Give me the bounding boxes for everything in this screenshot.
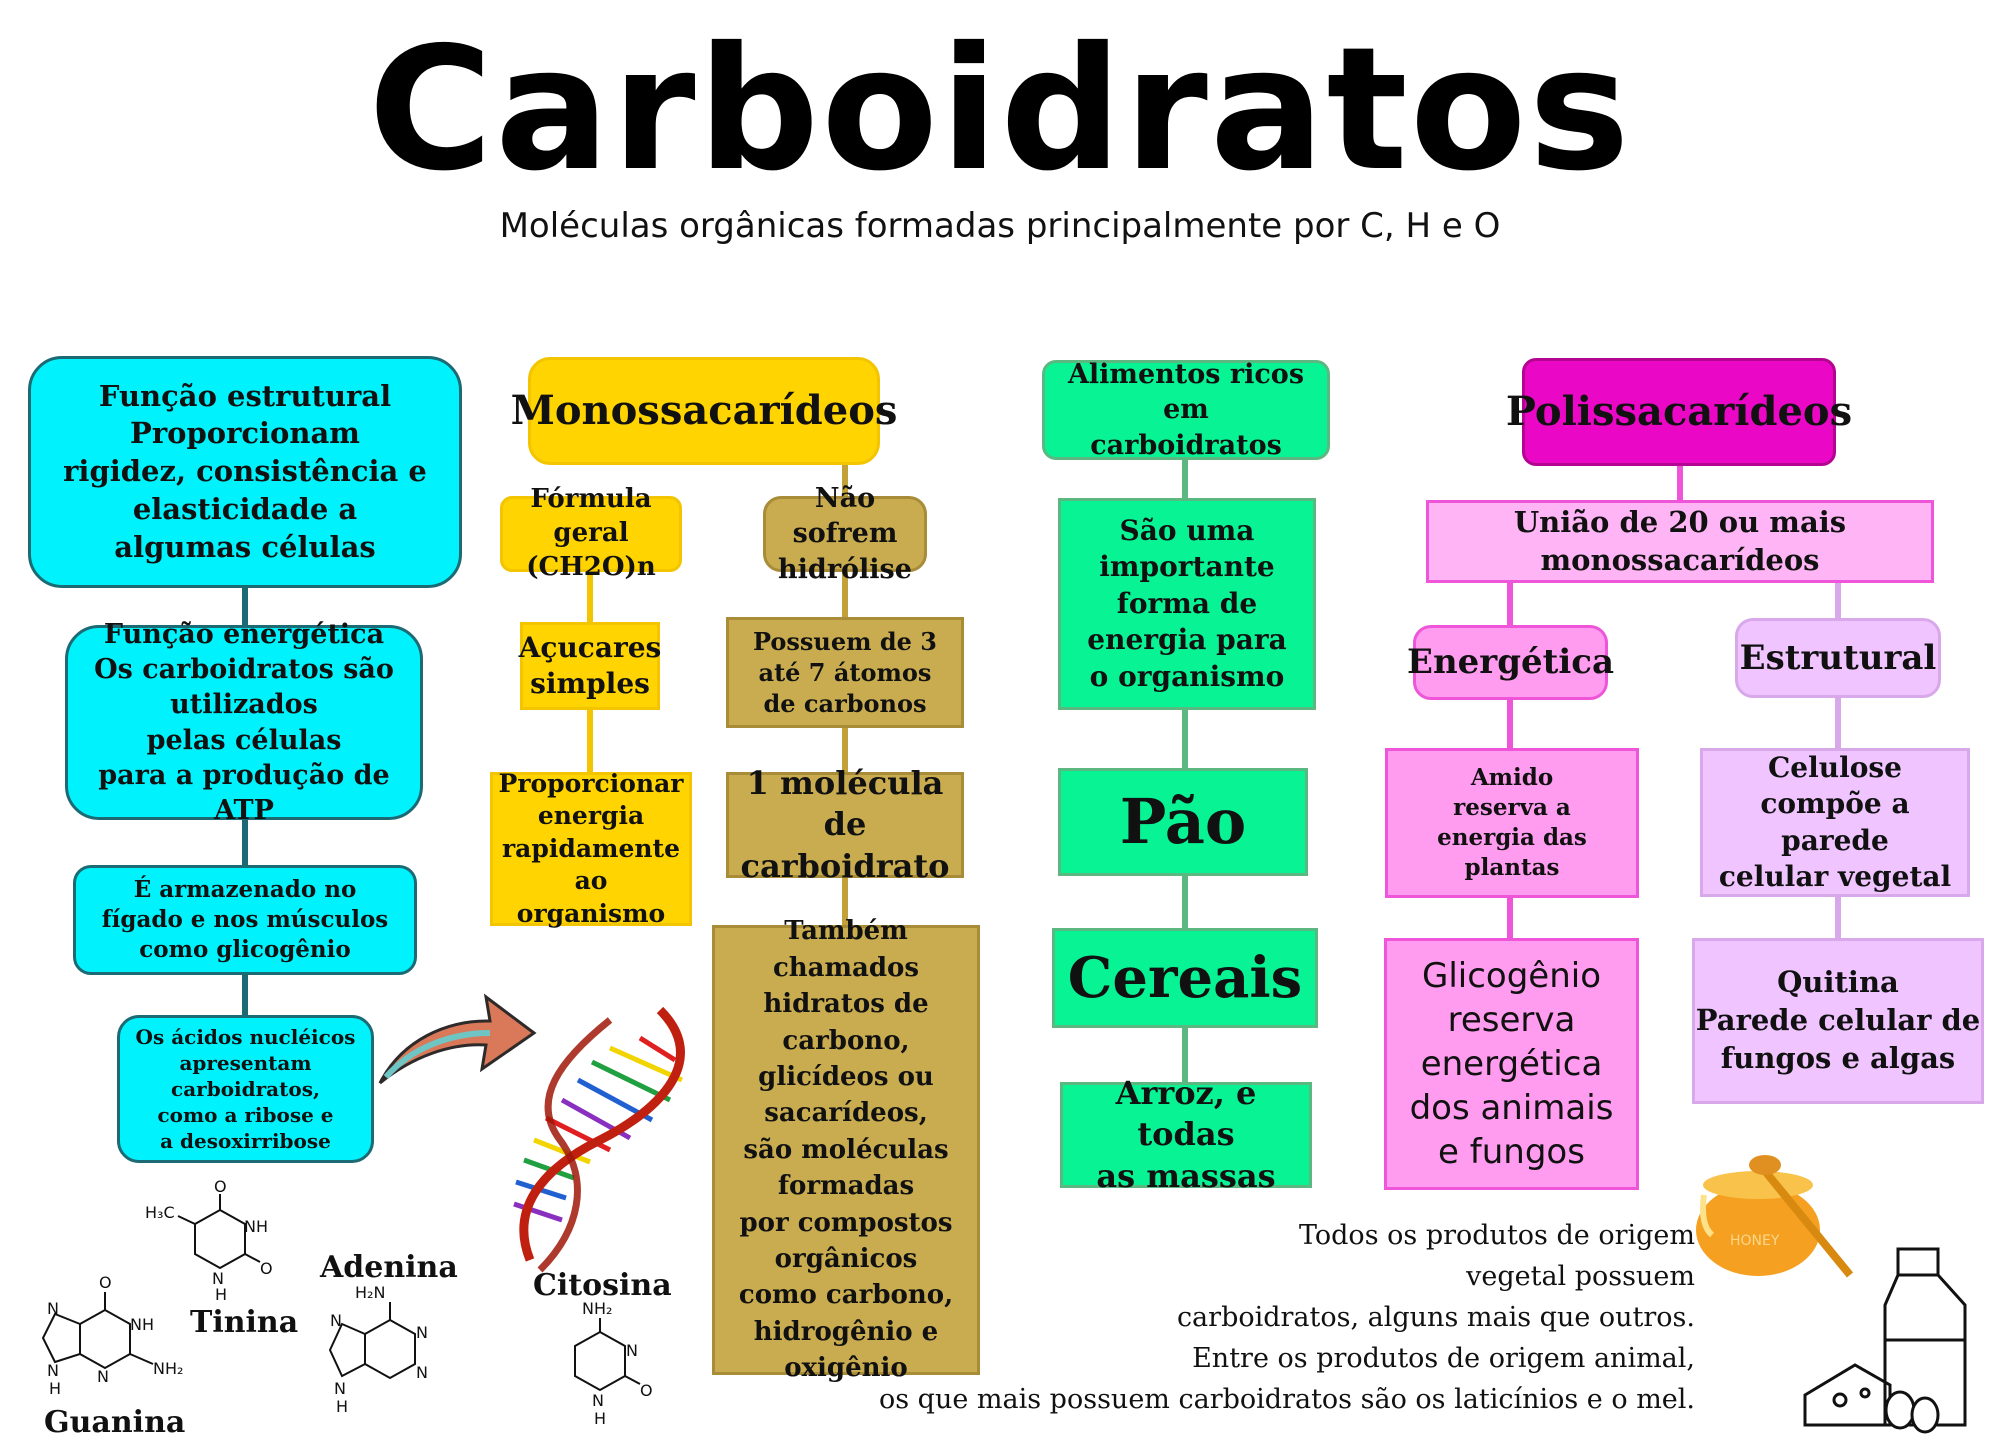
box-fonte-energia: São uma importante forma de energia para o organismo xyxy=(1058,498,1316,710)
box-proporcionar-energia: Proporcionar energia rapidamente ao organismo xyxy=(490,772,692,926)
box-arroz-massas: Arroz, e todas as massas xyxy=(1060,1082,1312,1188)
dna-helix-icon xyxy=(470,1000,720,1280)
dairy-icon xyxy=(1795,1235,1985,1440)
atom-label: N xyxy=(416,1323,428,1342)
atom-label: O xyxy=(640,1381,653,1400)
box-nao-sofrem-hidrolise: Não sofrem hidrólise xyxy=(763,496,927,572)
atom-label: H xyxy=(336,1397,349,1416)
monossacarideos-title: Monossacarídeos xyxy=(528,357,880,465)
box-quitina: Quitina Parede celular de fungos e algas xyxy=(1692,938,1984,1104)
atom-label: H xyxy=(215,1285,228,1304)
atom-label: N xyxy=(416,1363,428,1382)
box-formula-geral: Fórmula geral (CH2O)n xyxy=(500,496,682,572)
atom-label: N xyxy=(47,1361,59,1380)
box-pao: Pão xyxy=(1058,768,1308,876)
atom-label: H xyxy=(594,1409,607,1428)
atom-label: N xyxy=(592,1391,604,1410)
box-atomos-carbono: Possuem de 3 até 7 átomos de carbonos xyxy=(726,617,964,728)
atom-label: N xyxy=(334,1379,346,1398)
atom-label: O xyxy=(260,1259,273,1278)
box-amido: Amido reserva a energia das plantas xyxy=(1385,748,1639,898)
box-estrutural: Estrutural xyxy=(1735,618,1941,698)
atom-label: O xyxy=(99,1273,112,1292)
label-citosina: Citosina xyxy=(533,1268,672,1303)
page-title: Carboidratos xyxy=(368,11,1632,209)
atom-label: O xyxy=(214,1180,227,1196)
adenine-structure xyxy=(310,1280,470,1440)
box-glicogenio-reserva: Glicogênio reserva energética dos animais e fungos xyxy=(1384,938,1639,1190)
atom-label: N xyxy=(212,1269,224,1288)
alimentos-title: Alimentos ricos em carboidratos xyxy=(1042,360,1330,460)
page-subtitle: Moléculas orgânicas formadas principalmente por C, H e O xyxy=(499,206,1501,246)
box-glicogenio: É armazenado no fígado e nos músculos como glicogênio xyxy=(73,865,417,975)
atom-label: H₂N xyxy=(355,1283,386,1302)
label-adenina: Adenina xyxy=(320,1250,458,1285)
bottom-paragraph: Todos os produtos de origem vegetal possuem carboidratos, alguns mais que outros. Entre os produtos de origem animal, os que mais possuem carboidratos são os laticínios e o mel. xyxy=(878,1220,1695,1415)
polissacarideos-title: Polissacarídeos xyxy=(1522,358,1836,466)
label-guanina: Guanina xyxy=(44,1405,186,1440)
box-funcao-estrutural: Função estrutural Proporcionam rigidez, consistência e elasticidade a algumas células xyxy=(28,356,462,588)
box-funcao-energetica: Função energética Os carboidratos são utilizados pelas células para a produção de ATP xyxy=(65,625,423,820)
atom-label: H₃C xyxy=(145,1203,175,1222)
box-cereais: Cereais xyxy=(1052,928,1318,1028)
cytosine-structure xyxy=(540,1300,670,1430)
atom-label: H xyxy=(49,1379,62,1398)
box-tambem-chamados: Também chamados hidratos de carbono, glicídeos ou sacarídeos, são moléculas formadas por compostos orgânicos como carbono, hidrogênio e oxigênio xyxy=(712,925,980,1375)
box-energetica: Energética xyxy=(1413,625,1608,700)
atom-label: NH₂ xyxy=(582,1300,613,1318)
honey-label: HONEY xyxy=(1730,1233,1780,1249)
box-uniao-monossacarideos: União de 20 ou mais monossacarídeos xyxy=(1426,500,1934,583)
box-celulose: Celulose compõe a parede celular vegetal xyxy=(1700,748,1970,897)
atom-label: N xyxy=(47,1299,59,1318)
atom-label: N xyxy=(97,1367,109,1386)
box-acidos-nucleicos: Os ácidos nucléicos apresentam carboidratos, como a ribose e a desoxirribose xyxy=(117,1015,374,1163)
box-molecula-carboidrato: 1 molécula de carboidrato xyxy=(726,772,964,878)
box-acucares-simples: Açucares simples xyxy=(520,622,660,710)
label-tinina: Tinina xyxy=(190,1305,299,1340)
atom-label: N xyxy=(330,1311,342,1330)
atom-label: NH xyxy=(130,1315,154,1334)
atom-label: NH xyxy=(244,1217,268,1236)
atom-label: N xyxy=(626,1341,638,1360)
atom-label: NH₂ xyxy=(153,1359,184,1378)
guanine-structure xyxy=(25,1270,200,1400)
